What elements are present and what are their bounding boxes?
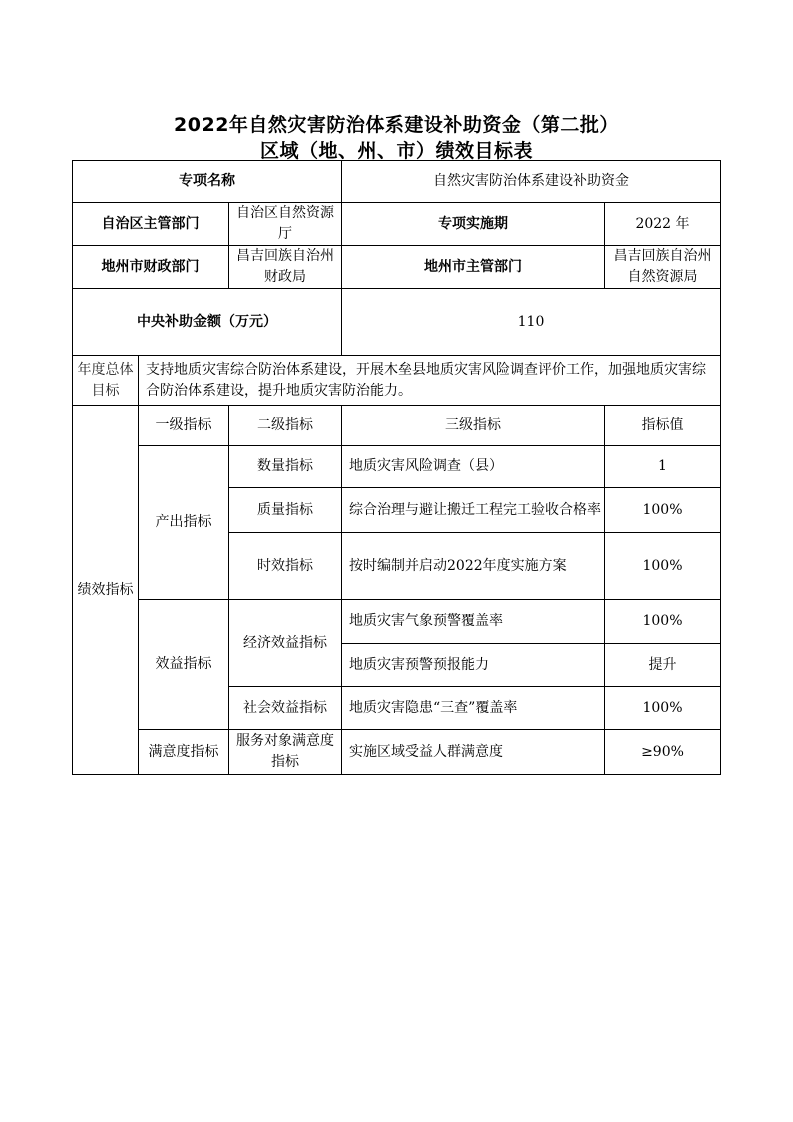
prefecture-dept-value: 昌吉回族自治州自然资源局 <box>605 246 721 289</box>
satisfaction-value: ≥90% <box>605 730 721 775</box>
quality-indicator-label: 质量指标 <box>229 488 342 533</box>
header-level1: 一级指标 <box>139 406 229 446</box>
economic-benefit-label: 经济效益指标 <box>229 600 342 687</box>
document-title-line1: 2022年自然灾害防治体系建设补助资金（第二批） <box>174 114 619 136</box>
prefecture-dept-label: 地州市主管部门 <box>342 246 605 289</box>
economic-benefit-item2: 地质灾害预警预报能力 <box>342 644 605 687</box>
quantity-indicator-label: 数量指标 <box>229 446 342 488</box>
economic-benefit-value1: 100% <box>605 600 721 644</box>
benefit-indicator-label: 效益指标 <box>139 600 229 730</box>
performance-target-table <box>72 160 721 775</box>
project-name-label: 专项名称 <box>73 161 342 203</box>
project-name-value: 自然灾害防治体系建设补助资金 <box>342 161 721 203</box>
annual-goal-label: 年度总体目标 <box>73 356 139 406</box>
quality-indicator-value: 100% <box>605 488 721 533</box>
economic-benefit-value2: 提升 <box>605 644 721 687</box>
header-level2: 二级指标 <box>229 406 342 446</box>
satisfaction-item: 实施区域受益人群满意度 <box>342 730 605 775</box>
header-level3: 三级指标 <box>342 406 605 446</box>
satisfaction-sub-label: 服务对象满意度指标 <box>229 730 342 775</box>
period-label: 专项实施期 <box>342 203 605 246</box>
timeliness-indicator-value: 100% <box>605 533 721 600</box>
output-indicator-label: 产出指标 <box>139 446 229 600</box>
satisfaction-indicator-label: 满意度指标 <box>139 730 229 775</box>
social-benefit-value: 100% <box>605 687 721 730</box>
period-value: 2022 年 <box>605 203 721 246</box>
quantity-indicator-value: 1 <box>605 446 721 488</box>
quantity-indicator-item: 地质灾害风险调查（县） <box>342 446 605 488</box>
prefecture-finance-label: 地州市财政部门 <box>73 246 229 289</box>
annual-goal-value: 支持地质灾害综合防治体系建设，开展木垒县地质灾害风险调查评价工作，加强地质灾害综合防治体系建设，提升地质灾害防治能力。 <box>139 356 721 406</box>
document-title-line2: 区域（地、州、市）绩效目标表 <box>259 140 533 162</box>
subsidy-value: 110 <box>342 289 721 356</box>
subsidy-label: 中央补助金额（万元） <box>73 289 342 356</box>
indicators-section-label: 绩效指标 <box>73 406 139 775</box>
region-dept-label: 自治区主管部门 <box>73 203 229 246</box>
social-benefit-label: 社会效益指标 <box>229 687 342 730</box>
quality-indicator-item: 综合治理与避让搬迁工程完工验收合格率 <box>342 488 605 533</box>
region-dept-value: 自治区自然资源厅 <box>229 203 342 246</box>
prefecture-finance-value: 昌吉回族自治州财政局 <box>229 246 342 289</box>
timeliness-indicator-label: 时效指标 <box>229 533 342 600</box>
economic-benefit-item1: 地质灾害气象预警覆盖率 <box>342 600 605 644</box>
social-benefit-item: 地质灾害隐患“三查”覆盖率 <box>342 687 605 730</box>
timeliness-indicator-item: 按时编制并启动2022年度实施方案 <box>342 533 605 600</box>
header-value: 指标值 <box>605 406 721 446</box>
